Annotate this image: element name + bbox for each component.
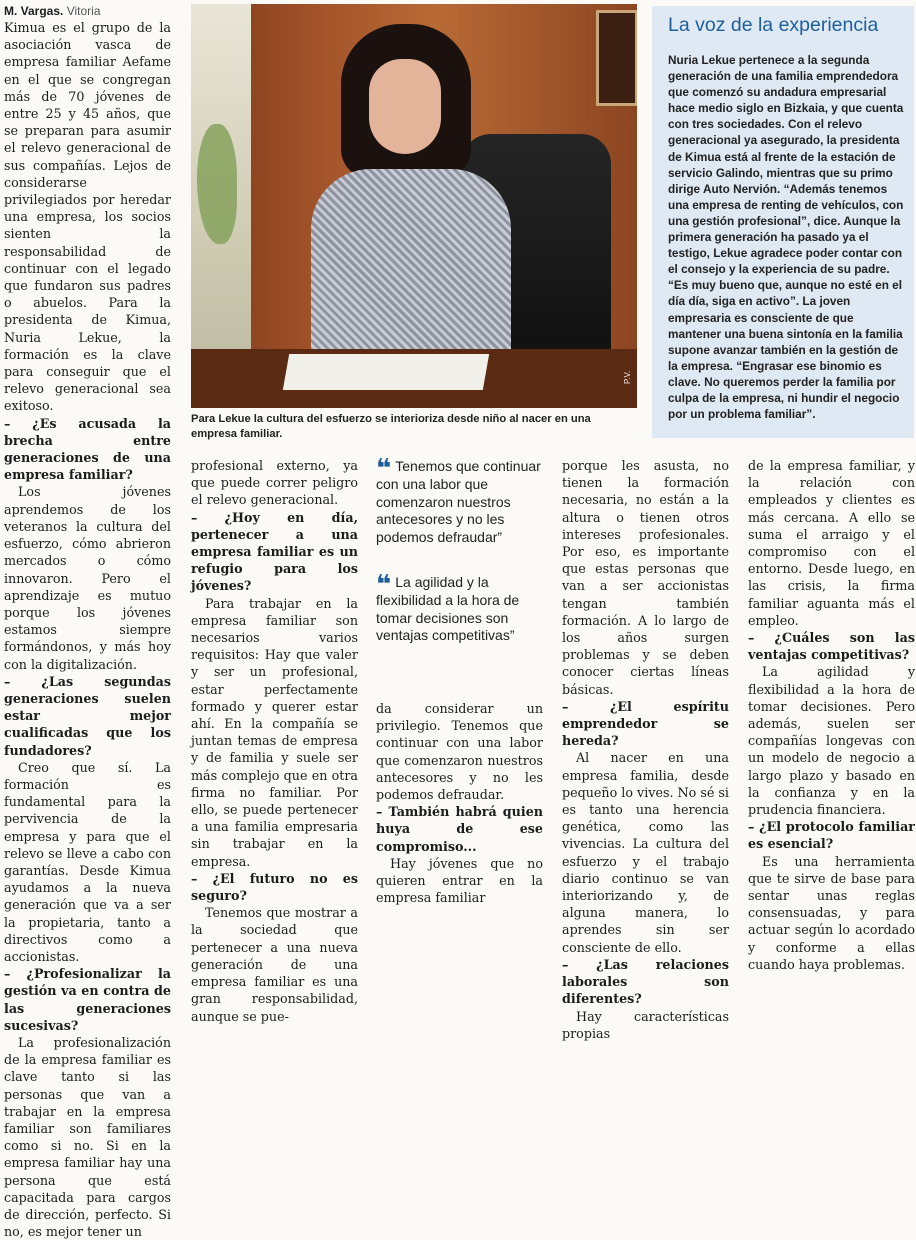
pull-quote-text: Tenemos que continuar con una labor que comenzaron nuestros antecesores y no les podemos defraudar” [376, 458, 541, 545]
article-column-2 [191, 457, 358, 1025]
quote-mark-icon: ❝ [376, 454, 392, 484]
paragraph: Para trabajar en la empresa familiar son necesarios varios requisitos: Hay que valer y ser un profesional, estar perfectamente formado y querer estar ahí. En la compañía se juntan temas de empresa y de familia y suele ser más complejo que en otra firma no familiar. Por ello, se puede pertenecer a una familia empresaria sin trabajar en la empresa. [191, 595, 358, 869]
sidebar-title: La voz de la experiencia [668, 14, 879, 36]
article-column-1 [4, 4, 171, 1240]
sidebar-box [652, 6, 914, 438]
paragraph: de la empresa familiar, y la relación con empleados y clientes es más cercana. A ello se suma el arraigo y el compromiso con el entorno. Desde luego, en las crisis, la firma familiar aguanta más el empleo. [748, 458, 915, 628]
open-book [283, 354, 489, 390]
paragraph: La profesionalización de la empresa familiar es clave tanto si las personas que van a trabajar en la empresa familiar son familiares como si no. Si en la empresa familiar hay una persona que está capacitada para cargos de dirección, perfecto. Si no, es mejor tener un [4, 1034, 171, 1240]
subject-face [369, 59, 441, 154]
article-column-4 [562, 457, 729, 1042]
sidebar-text: Nuria Lekue pertenece a la segunda generación de una familia emprendedora que comenzó su andadura empresarial hace medio siglo en Bizkaia, y que cuenta con tres sociedades. Con el relevo generacional ya asegurado, la presidenta de Kimua está al frente de la estación de servicio Galindo, mientras que su primo dirige Auto Nervión. “Además tenemos una empresa de renting de vehículos, con una gestión profesional”, dice. Aunque la primera generación ha pasado ya el testigo, Lekue agradece poder contar con el consejo y la experiencia de su padre. “Es muy bueno que, aunque no esté en el día día, siga en activo”. La joven empresaria es consciente de que mantener una buena sintonía en la familia supone avanzar también en la gestión de la empresa. “Engrasar ese binomio es clave. No queremos perder la familia por culpa de la empresa, ni hundir el negocio por un problema familiar”. [668, 53, 904, 422]
interview-question: – ¿El espíritu emprendedor se hereda? [562, 698, 729, 749]
column-body [4, 19, 171, 1240]
column-body [191, 457, 358, 1025]
interview-question: – ¿Es acusada la brecha entre generaciones de una empresa familiar? [4, 415, 171, 483]
paragraph: La agilidad y flexibilidad a la hora de tomar decisiones. Pero además, suelen ser compañías longevas con un modelo de negocio a largo plazo y basado en la confianza y en la prudencia financiera. [748, 664, 915, 818]
paragraph: da considerar un privilegio. Tenemos que continuar con una labor que comenzaron nuestros antecesores y no les podemos defraudar. [376, 701, 543, 803]
interview-question: – ¿El protocolo familiar es esencial? [748, 819, 915, 852]
byline-author: M. Vargas. [4, 4, 64, 18]
interview-question: – ¿Hoy en día, pertenecer a una empresa familiar es un refugio para los jóvenes? [191, 509, 358, 594]
wall-frame [596, 10, 637, 106]
paragraph: Es una herramienta que te sirve de base para sentar unas reglas consensuadas, y para actuar según lo acordado y conforme a ellas cuando haya problemas. [748, 853, 915, 972]
column-body [748, 457, 915, 973]
interview-question: – ¿Las relaciones laborales son diferentes? [562, 956, 729, 1007]
pull-quote-1 [376, 454, 548, 546]
interview-question: – ¿El futuro no es seguro? [191, 870, 358, 904]
interview-question: – ¿Cuáles son las ventajas competitivas? [748, 630, 915, 663]
column-body [562, 457, 729, 1042]
paragraph: Los jóvenes aprendemos de los veteranos la cultura del esfuerzo, cómo abrieron mercados o cómo innovaron. Pero el aprendizaje es mutuo porque los jóvenes estamos siempre formándonos, y más hoy con la digitalización. [4, 484, 171, 672]
paragraph: porque les asusta, no tienen la formación necesaria, no están a la altura o tienen otros intereses profesionales. Por eso, es importante que estas personas que van a ser accionistas tengan también formación. A lo largo de los años surgen problemas y se deben conocer ciertas líneas básicas. [562, 458, 729, 697]
paragraph: Al nacer en una empresa familia, desde pequeño lo vives. No sé si es tanto una herencia genética, como las vivencias. La cultura del esfuerzo y el trabajo diario continuo se van interiorizando y, de alguna manera, lo aprendes sin ser consciente de ello. [562, 750, 729, 955]
photo-credit: P.V. [623, 370, 632, 384]
paragraph: Creo que sí. La formación es fundamental para la pervivencia de la empresa y para que el relevo se lleve a cabo con garantías. Desde Kimua ayudamos a la nueva generación que va a ser la propietaria, tanto a directivos como a accionistas. [4, 759, 171, 964]
byline [4, 4, 171, 19]
article-photo [191, 4, 637, 408]
pull-quote-text: La agilidad y la flexibilidad a la hora de tomar decisiones son ventajas competitivas” [376, 574, 520, 644]
interview-question: – ¿Profesionalizar la gestión va en contra de las generaciones sucesivas? [4, 966, 171, 1033]
byline-location: Vitoria [66, 4, 101, 18]
quote-mark-icon: ❝ [376, 570, 392, 600]
paragraph: profesional externo, ya que puede correr peligro el relevo generacional. [191, 458, 358, 508]
article-column-5 [748, 457, 915, 973]
paragraph: Kimua es el grupo de la asociación vasca de empresa familiar Aefame en el que se congregan más de 70 jóvenes de entre 25 y 45 años, que se preparan para asumir el relevo generacional de sus compañías. Lejos de considerarse privilegiados por heredar una empresa, los socios sienten la responsabilidad de continuar con el legado que fundaron sus padres o abuelos. Para la presidenta de Kimua, Nuria Lekue, la formación es la clave para conseguir que el relevo generacional sea exitoso. [4, 20, 171, 414]
column-body [376, 700, 543, 906]
paragraph: Tenemos que mostrar a la sociedad que pertenecer a una nueva generación de una empresa familiar es una gran responsabilidad, aunque se pue- [191, 905, 358, 1024]
plant-leaf [197, 124, 237, 244]
photo-caption: Para Lekue la cultura del esfuerzo se interioriza desde niño al nacer en una empresa familiar. [191, 413, 591, 440]
interview-question: – ¿Las segundas generaciones suelen estar mejor cualificadas que los fundadores? [4, 673, 171, 758]
pull-quote-2 [376, 570, 548, 645]
paragraph: Hay características propias [562, 1008, 729, 1041]
interview-question: – También habrá quien huya de ese compromiso... [376, 804, 543, 854]
paragraph: Hay jóvenes que no quieren entrar en la empresa familiar [376, 855, 543, 906]
